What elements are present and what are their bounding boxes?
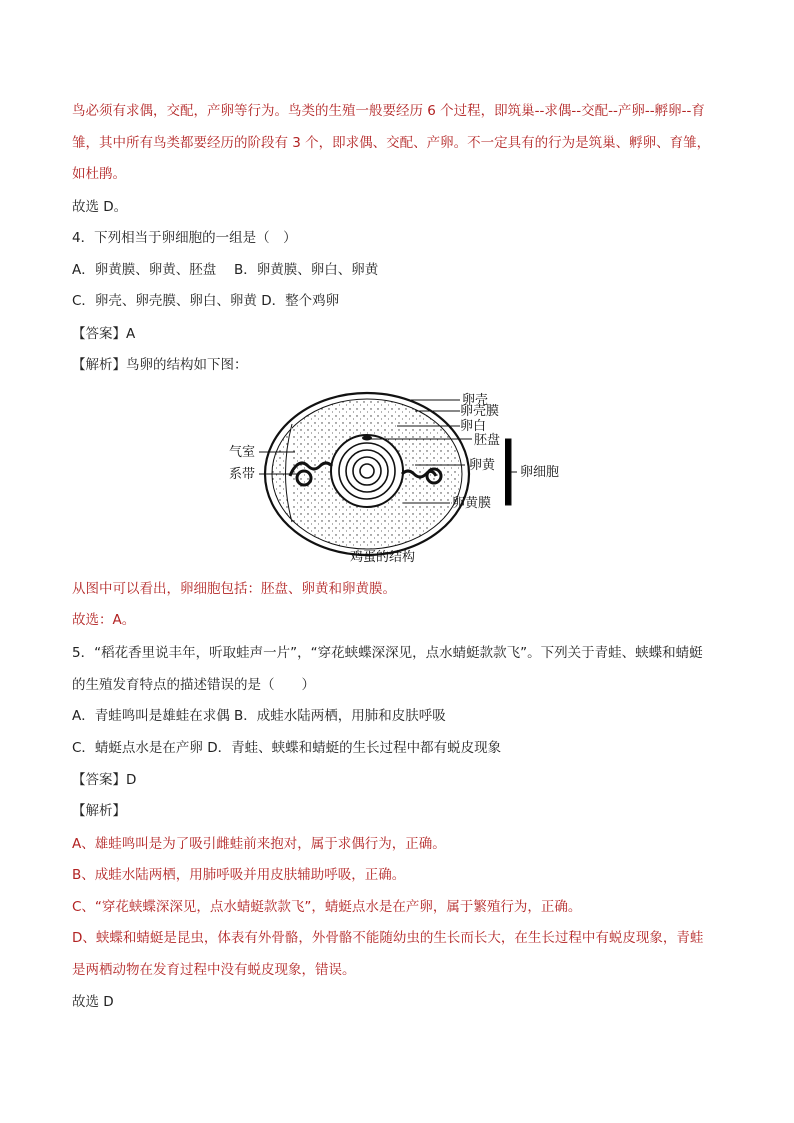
q4-answer: 【答案】A <box>72 326 136 342</box>
label-yolk-membrane: 卵黄膜 <box>452 496 492 511</box>
q4-explanation: 从图中可以看出，卵细胞包括：胚盘、卵黄和卵黄膜。 <box>72 581 396 597</box>
prev-analysis-line-2: 雏，其中所有鸟类都要经历的阶段有 3 个，即求偶、交配、产卵。不一定具有的行为是筑巢、孵卵、育雏， <box>72 135 711 151</box>
egg-cell-bracket <box>505 439 517 505</box>
label-germ-disc: 胚盘 <box>474 433 501 448</box>
q4-options-cd: C．卵壳、卵壳膜、卵白、卵黄 D．整个鸡卵 <box>72 293 340 309</box>
label-chalaza: 系带 <box>229 467 256 482</box>
q5-analysis-b: B、成蛙水陆两栖，用肺呼吸并用皮肤辅助呼吸，正确。 <box>72 867 406 883</box>
q4-stem: 4．下列相当于卵细胞的一组是（ ） <box>72 230 297 246</box>
label-air-cell: 气室 <box>229 445 256 460</box>
figure-caption: 鸡蛋的结构 <box>350 550 416 565</box>
q5-options-ab: A．青蛙鸣叫是雄蛙在求偶 B．成蛙水陆两栖，用肺和皮肤呼吸 <box>72 708 446 724</box>
prev-analysis-line-1: 鸟必须有求偶，交配，产卵等行为。鸟类的生殖一般要经历 6 个过程，即筑巢--求偶--交配--产卵--孵卵--育 <box>72 103 705 119</box>
egg-structure-figure <box>215 386 585 566</box>
q4-conclusion: 故选：A。 <box>72 612 136 628</box>
prev-analysis-line-3: 如杜鹃。 <box>72 166 126 182</box>
label-yolk: 卵黄 <box>469 458 496 473</box>
q5-analysis-d-2: 是两栖动物在发育过程中没有蜕皮现象，错误。 <box>72 962 356 978</box>
q5-stem-line-2: 的生殖发育特点的描述错误的是（ ） <box>72 677 315 693</box>
label-shell-membrane: 卵壳膜 <box>460 404 500 419</box>
q4-analysis-intro: 【解析】鸟卵的结构如下图： <box>72 357 248 373</box>
q5-stem-line-1: 5．“稻花香里说丰年，听取蛙声一片”，“穿花蛱蝶深深见，点水蜻蜓款款飞”。下列关于青蛙、蛱蝶和蜻蜓 <box>72 645 703 661</box>
egg-diagram <box>215 386 585 566</box>
prev-conclusion: 故选 D。 <box>72 199 128 215</box>
q5-answer: 【答案】D <box>72 772 137 788</box>
q5-options-cd: C．蜻蜓点水是在产卵 D．青蛙、蛱蝶和蜻蜓的生长过程中都有蜕皮现象 <box>72 740 502 756</box>
q4-options-ab: A．卵黄膜、卵黄、胚盘 B．卵黄膜、卵白、卵黄 <box>72 262 379 278</box>
q5-conclusion: 故选 D <box>72 994 114 1010</box>
label-albumen: 卵白 <box>460 419 487 434</box>
label-egg-cell: 卵细胞 <box>520 465 560 480</box>
q5-analysis-head: 【解析】 <box>72 803 126 819</box>
q5-analysis-c: C、“穿花蛱蝶深深见，点水蜻蜓款款飞”，蜻蜓点水是在产卵，属于繁殖行为，正确。 <box>72 899 582 915</box>
label-shell: 卵壳 <box>462 393 489 408</box>
q5-analysis-a: A、雄蛙鸣叫是为了吸引雌蛙前来抱对，属于求偶行为，正确。 <box>72 836 446 852</box>
q5-analysis-d-1: D、蛱蝶和蜻蜓是昆虫，体表有外骨骼，外骨骼不能随幼虫的生长而长大，在生长过程中有蜕皮现象，青蛙 <box>72 930 704 946</box>
yolk-rings <box>331 435 403 507</box>
